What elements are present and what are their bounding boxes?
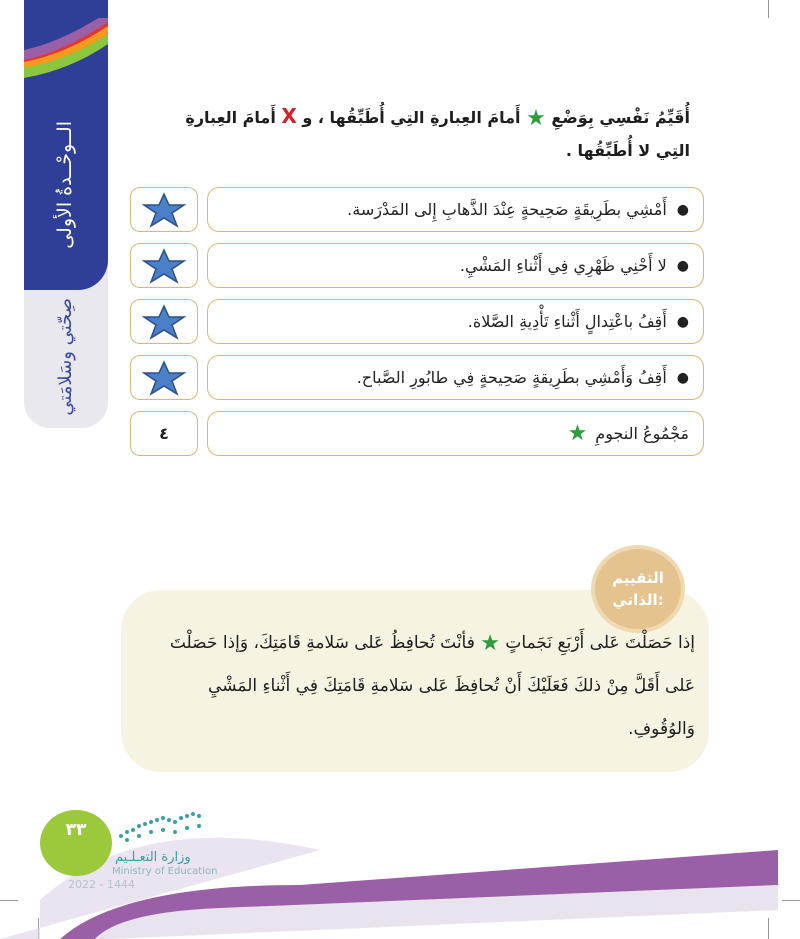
ministry-name: وزارة التعـلـيم [115, 850, 191, 865]
page-number-badge: ٣٣ [40, 810, 112, 876]
answer-cell[interactable] [130, 355, 198, 400]
self-evaluation-badge: التقييم الذاتي: [595, 549, 681, 629]
edition-year: 2022 - 1444 [68, 878, 135, 891]
answer-cell[interactable] [130, 299, 198, 344]
ministry-logo-icon [115, 808, 205, 848]
answer-cell[interactable] [130, 187, 198, 232]
blue-star-icon [142, 304, 186, 340]
instruction-text: أُقَيِّمُ نَفْسِي بِوَضْعِ ★ أَمامَ العِبارةِ التِي أُطَبِّقُها ، و X أَمامَ العِبارةِ التِي لا أُطَبِّقُها . [185, 104, 690, 160]
total-count-cell[interactable] [130, 411, 198, 456]
answer-cell[interactable] [130, 243, 198, 288]
total-row [207, 411, 704, 456]
unit-label: الــوحْــدةُ الأولى [54, 121, 76, 249]
ministry-name-en: Ministry of Education [112, 866, 218, 877]
statement-row: ● أَقِفُ باعْتِدالٍ أَثْناءِ تَأْدِيةِ الصَّلاة. [207, 299, 704, 344]
bullet-icon: ● [676, 257, 689, 274]
bullet-icon: ● [676, 201, 689, 218]
crop-mark [768, 0, 769, 18]
unit-title: صِحّتي وسَلامَتي [54, 298, 76, 416]
total-count: ٤ [159, 424, 169, 443]
blue-star-icon [142, 360, 186, 396]
statement-row: ● لا أَحْنِي ظَهْرِي فِي أَثْناءِ المَشْيِ. [207, 243, 704, 288]
statement-row: ● أَقِفُ وَأَمْشِي بطَرِيقةٍ صَحِيحةٍ فِي طابُورِ الصَّباح. [207, 355, 704, 400]
green-star-icon: ★ [567, 421, 588, 446]
blue-star-icon [142, 192, 186, 228]
color-stripes-decoration [24, 18, 108, 78]
bullet-icon: ● [676, 313, 689, 330]
green-star-icon: ★ [480, 631, 501, 656]
self-evaluation-text: إذا حَصَلْتَ عَلى أَرْبَعِ نَجَماتٍ ★ فأنْتَ تُحافِظُ عَلى سَلامةِ قَامَتِكَ، وَإذا حَصَلْتَ عَلى أَقَلَّ مِنْ ذلكَ فَعَلَيْكَ أَنْ تُحافِظَ عَلى سَلامةِ قَامَتِكَ فِي أَثْناءِ المَشْيِ وَالوُقُوفِ. [169, 631, 695, 739]
red-x-icon: X [281, 104, 297, 128]
green-star-icon: ★ [526, 106, 546, 131]
blue-star-icon [142, 248, 186, 284]
bullet-icon: ● [676, 369, 689, 386]
total-label: مَجْمُوعُ النجومِ [595, 424, 689, 443]
statement-row: ● أَمْشِي بطَرِيقَةٍ صَحِيحةٍ عِنْدَ الذَّهابِ إِلى المَدْرَسة. [207, 187, 704, 232]
